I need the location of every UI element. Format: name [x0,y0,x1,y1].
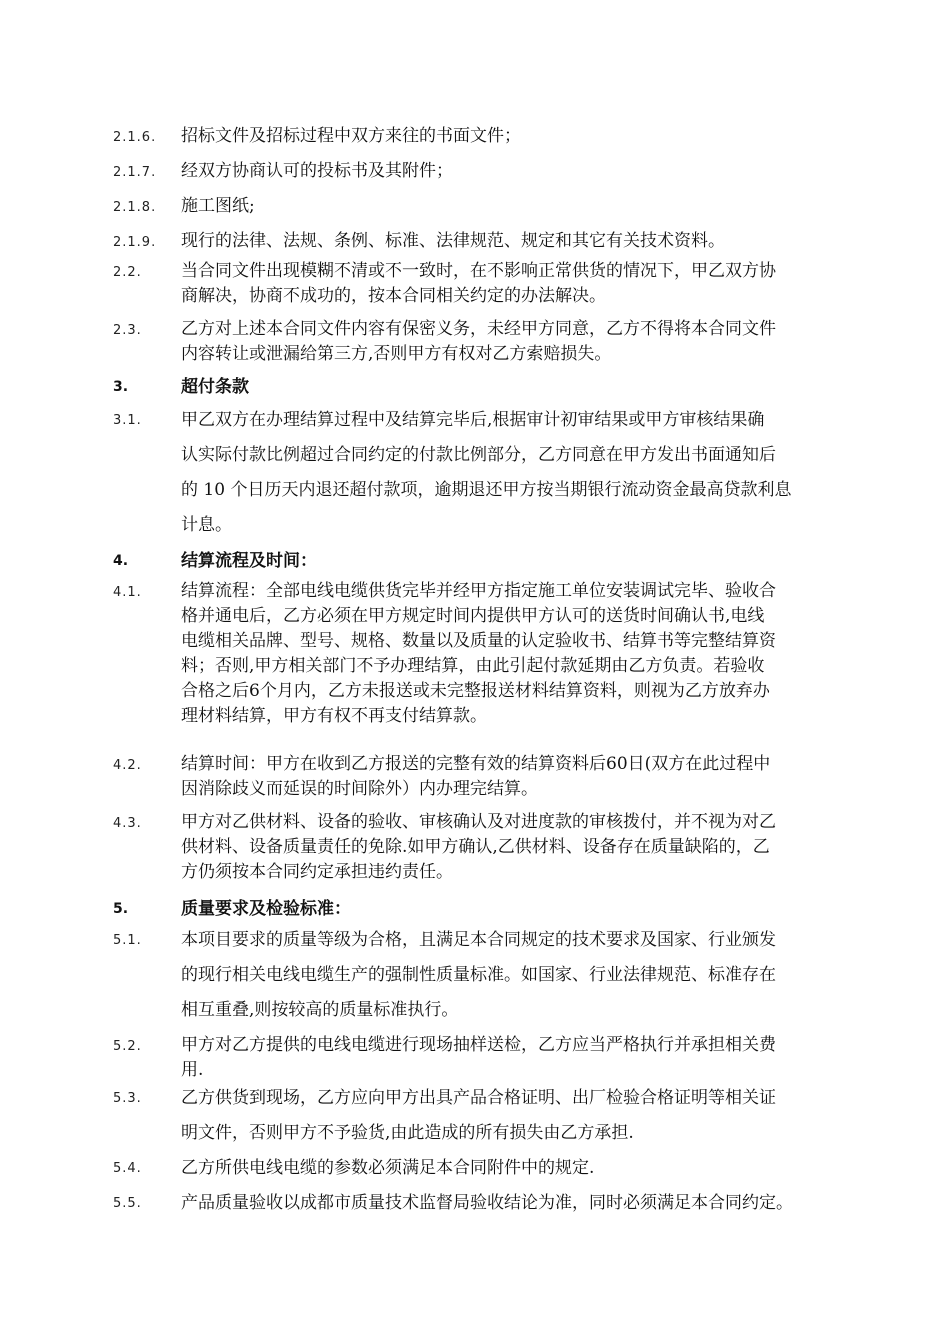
clause-line: 施工图纸; [181,196,255,216]
clause-line: 计息。 [181,515,232,535]
clause-text [181,194,871,219]
clause-text [181,1081,871,1151]
clause-number: 5.1. [113,933,142,948]
clause-text [181,579,871,729]
clause-text [181,403,871,543]
clause-line: 理材料结算，甲方有权不再支付结算款。 [181,706,487,726]
clause-line: 供材料、设备质量责任的免除.如甲方确认,乙供材料、设备存在质量缺陷的，乙 [181,837,770,857]
clause-text [181,259,871,309]
section-title-line: 超付条款 [181,377,249,397]
clause-line: 当合同文件出现模糊不清或不一致时，在不影响正常供货的情况下，甲乙双方协 [181,261,776,281]
clause-line: 本项目要求的质量等级为合格，且满足本合同规定的技术要求及国家、行业颁发 [181,930,776,950]
clause-line: 电缆相关品牌、型号、规格、数量以及质量的认定验收书、结算书等完整结算资 [181,631,776,651]
clause-number: 2.3. [113,323,142,338]
section-number: 3. [113,379,129,395]
clause-number: 5.3. [113,1091,142,1106]
clause-text [181,1151,871,1186]
clause-text [181,124,871,149]
section-number: 5. [113,901,129,917]
clause-number: 4.3. [113,816,142,831]
clause-line: 明文件，否则甲方不予验货,由此造成的所有损失由乙方承担. [181,1123,634,1143]
clause-number: 2.1.9. [113,235,157,250]
section-title [181,897,871,922]
clause-number: 2.1.8. [113,200,157,215]
clause-number: 2.1.7. [113,165,157,180]
clause-text [181,923,871,1028]
clause-line: 商解决，协商不成功的，按本合同相关约定的办法解决。 [181,286,606,306]
clause-line: 乙方所供电线电缆的参数必须满足本合同附件中的规定. [181,1158,595,1178]
clause-text [181,317,871,367]
clause-text [181,159,871,184]
clause-line: 乙方对上述本合同文件内容有保密义务，未经甲方同意，乙方不得将本合同文件 [181,319,776,339]
clause-line: 结算时间：甲方在收到乙方报送的完整有效的结算资料后60日(双方在此过程中 [181,754,771,774]
clause-text [181,810,871,885]
clause-line: 认实际付款比例超过合同约定的付款比例部分，乙方同意在甲方发出书面通知后 [181,445,776,465]
clause-line: 甲方对乙方提供的电线电缆进行现场抽样送检，乙方应当严格执行并承担相关费 [181,1035,776,1055]
clause-line: 因消除歧义而延误的时间除外）内办理完结算。 [181,779,538,799]
section-title [181,549,871,574]
clause-number: 4.2. [113,758,142,773]
clause-line: 合格之后6个月内，乙方未报送或未完整报送材料结算资料，则视为乙方放弃办 [181,681,770,701]
clause-number: 5.4. [113,1161,142,1176]
clause-line: 方仍须按本合同约定承担违约责任。 [181,862,453,882]
clause-number: 2.1.6. [113,130,157,145]
clause-text [181,1033,871,1083]
clause-line: 结算流程：全部电线电缆供货完毕并经甲方指定施工单位安装调试完毕、验收合 [181,581,776,601]
clause-line: 甲乙双方在办理结算过程中及结算完毕后,根据审计初审结果或甲方审核结果确 [181,410,765,430]
clause-line: 相互重叠,则按较高的质量标准执行。 [181,1000,459,1020]
clause-line: 招标文件及招标过程中双方来往的书面文件； [181,126,521,146]
clause-line: 内容转让或泄漏给第三方,否则甲方有权对乙方索赔损失。 [181,344,612,364]
clause-number: 4.1. [113,585,142,600]
clause-line: 的 10 个日历天内退还超付款项，逾期退还甲方按当期银行流动资金最高贷款利息 [181,480,792,500]
clause-line: 产品质量验收以成都市质量技术监督局验收结论为准，同时必须满足本合同约定。 [181,1193,793,1213]
clause-number: 3.1. [113,413,142,428]
clause-line: 经双方协商认可的投标书及其附件； [181,161,453,181]
clause-number: 2.2. [113,265,142,280]
section-number: 4. [113,553,129,569]
clause-line: 用. [181,1060,204,1080]
clause-line: 的现行相关电线电缆生产的强制性质量标准。如国家、行业法律规范、标准存在 [181,965,776,985]
clause-number: 5.2. [113,1039,142,1054]
clause-text [181,229,871,254]
clause-line: 料；否则,甲方相关部门不予办理结算，由此引起付款延期由乙方负责。若验收 [181,656,765,676]
section-title [181,375,871,400]
clause-text [181,1186,871,1221]
clause-line: 现行的法律、法规、条例、标准、法律规范、规定和其它有关技术资料。 [181,231,725,251]
clause-text [181,752,871,802]
section-title-line: 质量要求及检验标准： [181,899,351,919]
clause-line: 乙方供货到现场，乙方应向甲方出具产品合格证明、出厂检验合格证明等相关证 [181,1088,776,1108]
section-title-line: 结算流程及时间： [181,551,317,571]
clause-line: 甲方对乙供材料、设备的验收、审核确认及对进度款的审核拨付，并不视为对乙 [181,812,776,832]
clause-line: 格并通电后，乙方必须在甲方规定时间内提供甲方认可的送货时间确认书,电线 [181,606,765,626]
clause-number: 5.5. [113,1196,142,1211]
